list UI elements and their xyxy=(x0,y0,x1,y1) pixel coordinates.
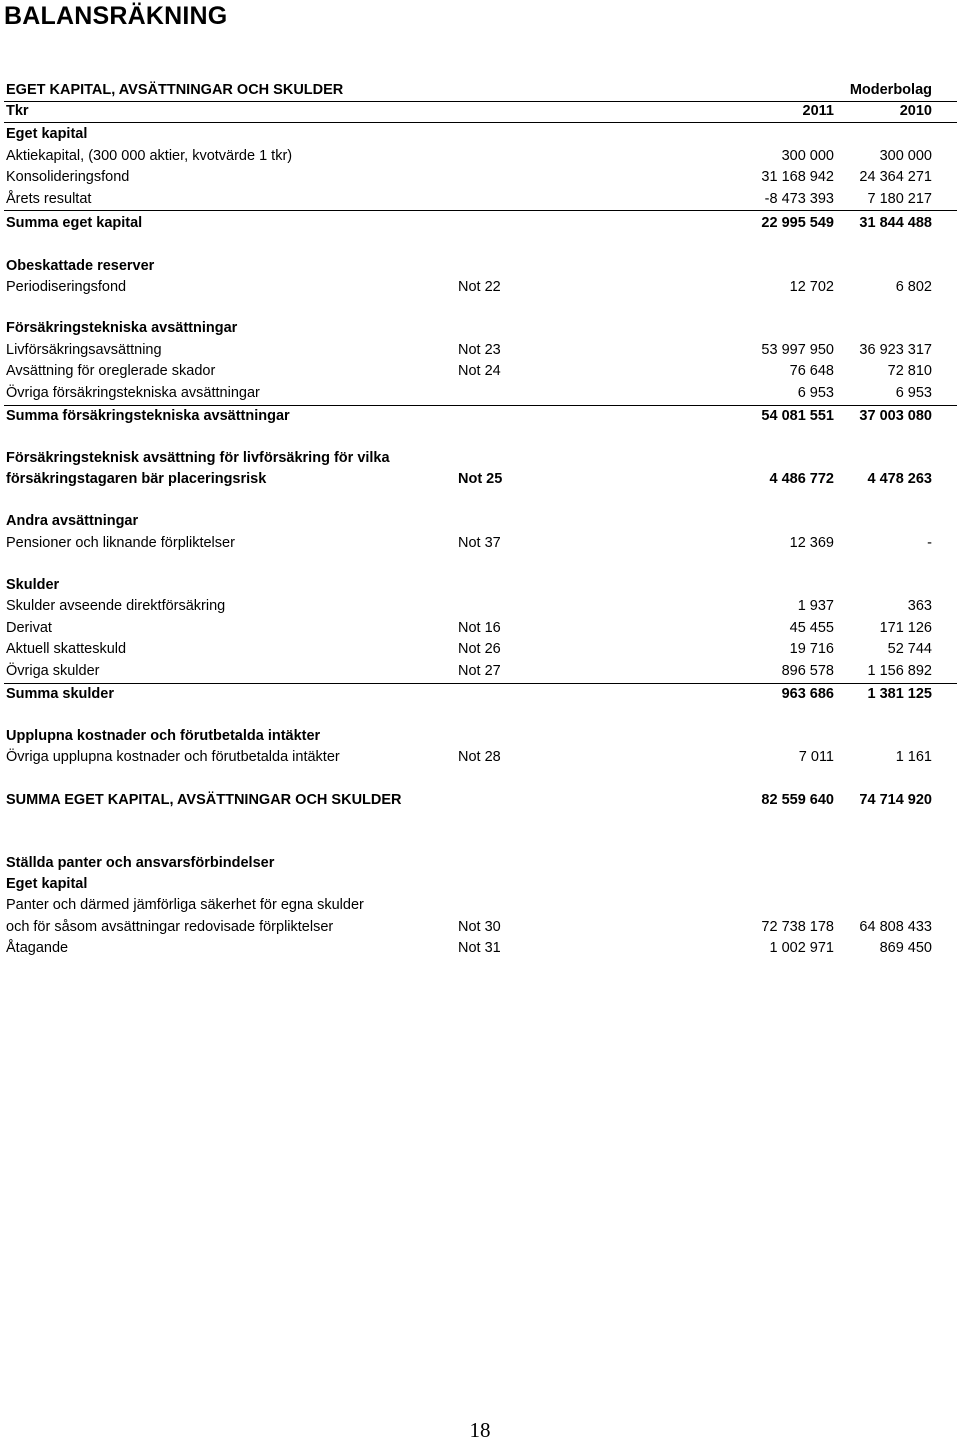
row-label: Periodiseringsfond xyxy=(6,279,127,295)
row-note: Not 26 xyxy=(458,641,501,657)
value-2010: - xyxy=(927,535,932,551)
row-label: Konsolideringsfond xyxy=(6,169,130,185)
table-row xyxy=(0,726,960,746)
value-2010: 7 180 217 xyxy=(867,191,932,207)
page-number: 18 xyxy=(469,1418,491,1442)
table-row xyxy=(0,213,960,233)
table-row xyxy=(0,167,960,187)
row-note: Not 31 xyxy=(458,940,501,956)
value-2010: 2010 xyxy=(899,103,932,119)
value-2011: 12 702 xyxy=(789,279,834,295)
table-row xyxy=(0,917,960,937)
table-row xyxy=(0,124,960,144)
table-row xyxy=(0,256,960,276)
value-2010: 37 003 080 xyxy=(859,408,932,424)
row-label: Pensioner och liknande förpliktelser xyxy=(6,535,235,551)
value-2010: 36 923 317 xyxy=(859,342,932,358)
table-row xyxy=(0,469,960,489)
table-row xyxy=(0,790,960,810)
value-2011: 300 000 xyxy=(781,148,834,164)
table-row xyxy=(0,383,960,403)
value-2011: 22 995 549 xyxy=(761,215,834,231)
row-label: Aktuell skatteskuld xyxy=(6,641,127,657)
value-2010: 6 953 xyxy=(895,385,932,401)
row-label: Aktiekapital, (300 000 aktier, kvotvärde 1 tkr) xyxy=(6,148,293,164)
row-label: Försäkringsteknisk avsättning för livförsäkring för vilka xyxy=(6,450,390,466)
row-note: Not 23 xyxy=(458,342,501,358)
row-label: Summa skulder xyxy=(6,686,114,702)
table-row xyxy=(0,747,960,767)
row-label: Eget kapital xyxy=(6,126,88,142)
value-2010: 24 364 271 xyxy=(859,169,932,185)
table-row xyxy=(0,895,960,915)
value-2011: 54 081 551 xyxy=(761,408,834,424)
row-note: Not 25 xyxy=(458,471,503,487)
row-note: Not 28 xyxy=(458,749,501,765)
value-2010: 171 126 xyxy=(879,620,932,636)
row-label: Tkr xyxy=(6,103,29,119)
row-label: Åtagande xyxy=(6,940,69,956)
row-label: EGET KAPITAL, AVSÄTTNINGAR OCH SKULDER xyxy=(6,82,344,98)
value-2010: 363 xyxy=(907,598,932,614)
value-2010: 869 450 xyxy=(879,940,932,956)
table-row xyxy=(0,684,960,704)
table-row xyxy=(0,318,960,338)
value-2011: 53 997 950 xyxy=(761,342,834,358)
table-row xyxy=(0,661,960,681)
row-label: försäkringstagaren bär placeringsrisk xyxy=(6,471,267,487)
table-row xyxy=(0,874,960,894)
table-row xyxy=(0,406,960,426)
table-row xyxy=(0,618,960,638)
table-row xyxy=(0,146,960,166)
row-note: Not 30 xyxy=(458,919,501,935)
divider xyxy=(4,405,957,406)
value-2010: 72 810 xyxy=(887,363,932,379)
row-note: Not 24 xyxy=(458,363,501,379)
row-note: Not 27 xyxy=(458,663,501,679)
value-2011: 82 559 640 xyxy=(761,792,834,808)
value-2011: 963 686 xyxy=(781,686,834,702)
value-2011: 4 486 772 xyxy=(769,471,834,487)
table-row xyxy=(0,448,960,468)
value-2010: 300 000 xyxy=(879,148,932,164)
value-2010: Moderbolag xyxy=(849,82,932,98)
row-label: Andra avsättningar xyxy=(6,513,139,529)
row-note: Not 22 xyxy=(458,279,501,295)
value-2011: 72 738 178 xyxy=(761,919,834,935)
table-row xyxy=(0,575,960,595)
value-2010: 31 844 488 xyxy=(859,215,932,231)
value-2011: 31 168 942 xyxy=(761,169,834,185)
table-row xyxy=(0,189,960,209)
page-title: BALANSRÄKNING xyxy=(4,2,228,30)
row-label: Ställda panter och ansvarsförbindelser xyxy=(6,855,275,871)
row-label: Summa försäkringstekniska avsättningar xyxy=(6,408,290,424)
value-2011: 7 011 xyxy=(798,749,834,765)
row-label: SUMMA EGET KAPITAL, AVSÄTTNINGAR OCH SKULDER xyxy=(6,792,402,808)
value-2010: 74 714 920 xyxy=(859,792,932,808)
divider xyxy=(4,122,957,123)
value-2011: 896 578 xyxy=(781,663,834,679)
value-2011: 45 455 xyxy=(789,620,834,636)
table-row xyxy=(0,938,960,958)
divider xyxy=(4,683,957,684)
row-label: Skulder avseende direktförsäkring xyxy=(6,598,226,614)
value-2011: 12 369 xyxy=(789,535,834,551)
row-label: Försäkringstekniska avsättningar xyxy=(6,320,238,336)
row-label: Skulder xyxy=(6,577,60,593)
value-2010: 6 802 xyxy=(895,279,932,295)
table-row xyxy=(0,596,960,616)
value-2011: 1 002 971 xyxy=(769,940,834,956)
divider xyxy=(4,210,957,211)
row-label: Obeskattade reserver xyxy=(6,258,155,274)
table-row xyxy=(0,80,960,100)
row-label: Livförsäkringsavsättning xyxy=(6,342,162,358)
value-2011: 2011 xyxy=(802,103,834,119)
row-label: Panter och därmed jämförliga säkerhet för egna skulder xyxy=(6,897,364,913)
row-label: Övriga försäkringstekniska avsättningar xyxy=(6,385,260,401)
value-2011: 1 937 xyxy=(797,598,834,614)
value-2010: 64 808 433 xyxy=(859,919,932,935)
value-2011: -8 473 393 xyxy=(764,191,834,207)
row-label: Summa eget kapital xyxy=(6,215,143,231)
table-row xyxy=(0,101,960,121)
value-2010: 1 381 125 xyxy=(867,686,932,702)
row-label: Årets resultat xyxy=(6,191,92,207)
value-2010: 4 478 263 xyxy=(867,471,932,487)
row-label: Derivat xyxy=(6,620,52,636)
row-note: Not 37 xyxy=(458,535,501,551)
row-note: Not 16 xyxy=(458,620,501,636)
value-2010: 1 161 xyxy=(895,749,932,765)
table-row xyxy=(0,639,960,659)
value-2011: 76 648 xyxy=(789,363,834,379)
table-row xyxy=(0,511,960,531)
row-label: och för såsom avsättningar redovisade förpliktelser xyxy=(6,919,334,935)
row-label: Eget kapital xyxy=(6,876,88,892)
row-label: Avsättning för oreglerade skador xyxy=(6,363,216,379)
table-row xyxy=(0,533,960,553)
value-2011: 6 953 xyxy=(797,385,834,401)
table-row xyxy=(0,340,960,360)
value-2011: 19 716 xyxy=(789,641,834,657)
value-2010: 1 156 892 xyxy=(867,663,932,679)
table-row xyxy=(0,277,960,297)
row-label: Övriga skulder xyxy=(6,663,100,679)
row-label: Övriga upplupna kostnader och förutbetalda intäkter xyxy=(6,749,340,765)
table-row xyxy=(0,853,960,873)
value-2010: 52 744 xyxy=(887,641,932,657)
table-row xyxy=(0,361,960,381)
row-label: Upplupna kostnader och förutbetalda intäkter xyxy=(6,728,321,744)
divider xyxy=(4,101,957,102)
